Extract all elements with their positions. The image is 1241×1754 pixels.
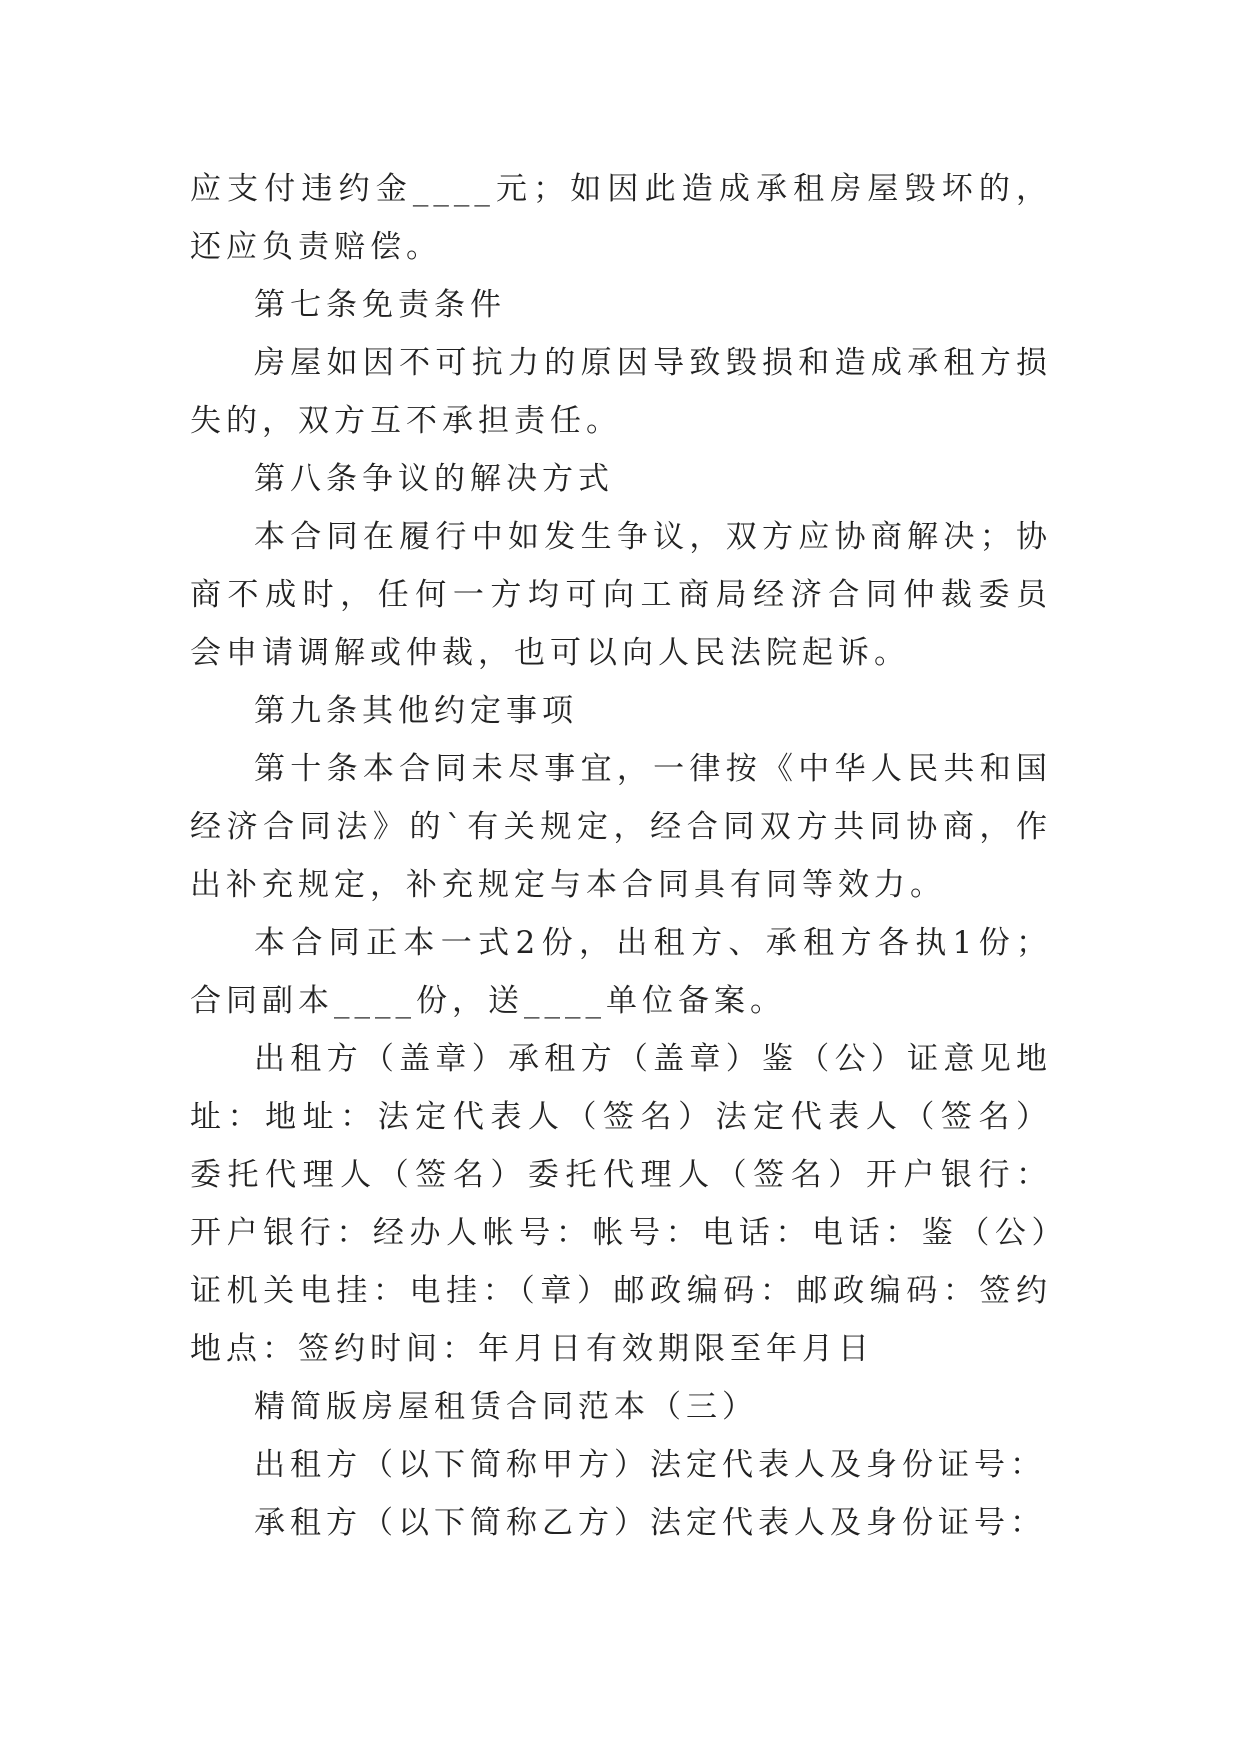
- paragraph-signature-block: 出租方（盖章）承租方（盖章）鉴（公）证意见地址：地址：法定代表人（签名）法定代表人（签名）委托代理人（签名）委托代理人（签名）开户银行：开户银行：经办人帐号：帐号：电话：电话：鉴（公）证机关电挂：电挂：（章）邮政编码：邮政编码：签约地点：签约时间：年月日有效期限至年月日: [190, 1041, 1052, 1367]
- paragraph-penalty-clause: 应支付违约金____元；如因此造成承租房屋毁坏的，还应负责赔偿。: [190, 171, 1052, 265]
- document-body: [190, 160, 1052, 1552]
- paragraph-article-10: 第十条本合同未尽事宜，一律按《中华人民共和国经济合同法》的`有关规定，经合同双方共同协商，作出补充规定，补充规定与本合同具有同等效力。: [190, 751, 1052, 903]
- paragraph-lessee-info: 承租方（以下简称乙方）法定代表人及身份证号：: [254, 1505, 1046, 1541]
- paragraph-dispute-resolution: 本合同在履行中如发生争议，双方应协商解决；协商不成时，任何一方均可向工商局经济合同仲裁委员会申请调解或仲裁，也可以向人民法院起诉。: [190, 519, 1052, 671]
- heading-article-8: 第八条争议的解决方式: [254, 461, 614, 497]
- heading-article-9: 第九条其他约定事项: [254, 693, 578, 729]
- paragraph-lessor-info: 出租方（以下简称甲方）法定代表人及身份证号：: [254, 1447, 1046, 1483]
- heading-article-7: 第七条免责条件: [254, 287, 506, 323]
- heading-contract-template-3: 精简版房屋租赁合同范本（三）: [254, 1389, 758, 1425]
- paragraph-exemption: 房屋如因不可抗力的原因导致毁损和造成承租方损失的，双方互不承担责任。: [190, 345, 1052, 439]
- paragraph-copies: 本合同正本一式2份，出租方、承租方各执1份；合同副本____份，送____单位备案。: [190, 925, 1052, 1019]
